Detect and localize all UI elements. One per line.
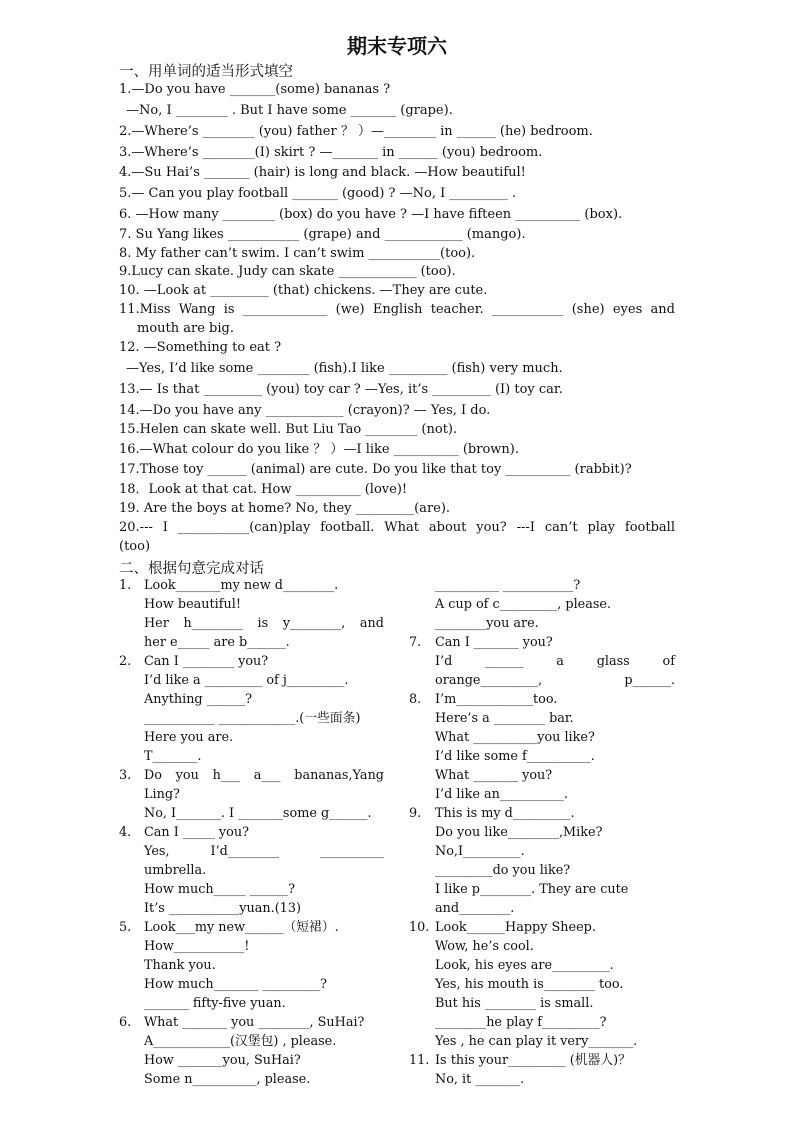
- dialogue-line: How beautiful!: [144, 597, 241, 612]
- dialogue-line: orange_________, p______.: [435, 673, 675, 688]
- s1-line-18: 15.Helen can skate well. But Liu Tao ________ (not).: [119, 422, 458, 437]
- dialogue-line: Ling?: [144, 787, 180, 802]
- dialogue-line: Is this your_________ (机器人)？: [435, 1053, 631, 1068]
- dialogue-number: 6.: [119, 1015, 132, 1030]
- dialogue-line: Yes, his mouth is________ too.: [435, 977, 624, 992]
- dialogue-line: Look______Happy Sheep.: [435, 920, 596, 935]
- s1-line-21: 18．Look at that cat. How __________ (love)!: [119, 482, 408, 497]
- dialogue-line: But his ________ is small.: [435, 996, 594, 1011]
- s1-line-9: 8. My father can’t swim. I can’t swim ___________(too).: [119, 246, 476, 261]
- dialogue-line: No, I_______. I _______some g______.: [144, 806, 372, 821]
- dialogue-line: What __________you like?: [435, 730, 595, 745]
- dialogue-number: 7.: [409, 635, 422, 650]
- dialogue-line: and________.: [435, 901, 515, 916]
- dialogue-line: Anything ______?: [144, 692, 252, 707]
- s1-line-12: 11.Miss Wang is _____________ (we) English teacher. ___________ (she) eyes and: [119, 302, 675, 317]
- dialogue-number: 5.: [119, 920, 132, 935]
- dialogue-line: A cup of c_________, please.: [435, 597, 612, 612]
- dialogue-line: I’d like an__________.: [435, 787, 568, 802]
- dialogue-line: Some n__________, please.: [144, 1072, 311, 1087]
- dialogue-line: I’d ______ a glass of: [435, 654, 675, 669]
- dialogue-line: I like p________. They are cute: [435, 882, 629, 897]
- dialogue-line: How _______you, SuHai?: [144, 1053, 301, 1068]
- s1-line-15: —Yes, I’d like some ________ (fish).I like _________ (fish) very much.: [126, 361, 563, 376]
- dialogue-number: 11.: [409, 1053, 430, 1068]
- dialogue-line: Look___my new______（短裙）.: [144, 920, 339, 935]
- dialogue-line: I’d like some f__________.: [435, 749, 595, 764]
- dialogue-line: Here’s a ________ bar.: [435, 711, 574, 726]
- dialogue-line: Can I ________ you?: [144, 654, 269, 669]
- section-2-heading: 二、根据句意完成对话: [119, 561, 264, 577]
- s1-line-24: (too): [119, 539, 151, 554]
- dialogue-line: Here you are.: [144, 730, 234, 745]
- dialogue-line: ________he play f_________?: [435, 1015, 607, 1030]
- dialogue-line: What _______ you?: [435, 768, 553, 783]
- dialogue-line: __________ ___________?: [435, 578, 581, 593]
- dialogue-number: 4.: [119, 825, 132, 840]
- dialogue-line: It’s ___________yuan.(13): [144, 901, 301, 916]
- s1-line-19: 16.—What colour do you like ？ ）—I like __________ (brown).: [119, 442, 519, 457]
- dialogue-line: Can I _____ you?: [144, 825, 249, 840]
- dialogue-line: Do you h___ a___ bananas,Yang: [144, 768, 384, 783]
- s1-line-20: 17.Those toy ______ (animal) are cute. Do you like that toy __________ (rabbit)?: [119, 462, 632, 477]
- dialogue-line: _________do you like?: [435, 863, 571, 878]
- dialogue-line: Can I _______ you?: [435, 635, 553, 650]
- s1-line-22: 19. Are the boys at home? No, they _________(are).: [119, 501, 451, 516]
- s1-line-10: 9.Lucy can skate. Judy can skate ____________ (too).: [119, 264, 456, 279]
- s1-line-2: —No, I ________ . But I have some _______ (grape).: [126, 103, 453, 118]
- s1-line-1: 1.—Do you have _______(some) bananas ?: [119, 82, 391, 97]
- dialogue-number: 2.: [119, 654, 132, 669]
- dialogue-line: I’m____________too.: [435, 692, 558, 707]
- dialogue-line: Look, his eyes are_________.: [435, 958, 614, 973]
- s1-line-7: 6. —How many ________ (box) do you have ? —I have fifteen __________ (box).: [119, 207, 623, 222]
- s1-line-13: mouth are big.: [137, 321, 234, 336]
- s1-line-16: 13.— Is that _________ (you) toy car ? —Yes, it’s _________ (I) toy car.: [119, 382, 563, 397]
- dialogue-line: I’d like a _________ of j_________.: [144, 673, 349, 688]
- dialogue-line: No,I_________.: [435, 844, 525, 859]
- dialogue-line: Do you like________,Mike?: [435, 825, 603, 840]
- dialogue-number: 1.: [119, 578, 132, 593]
- dialogue-line: Wow, he’s cool.: [435, 939, 534, 954]
- page-title: 期末专项六: [347, 34, 447, 58]
- dialogue-line: Look_______my new d________.: [144, 578, 339, 593]
- dialogue-line: What _______ you ________, SuHai?: [144, 1015, 365, 1030]
- dialogue-line: T_______.: [144, 749, 202, 764]
- dialogue-line: _______ fifty-five yuan.: [144, 996, 286, 1011]
- s1-line-23: 20.--- I ___________(can)play football. What about you? ---I can’t play football: [119, 520, 675, 535]
- dialogue-line: This is my d_________.: [435, 806, 575, 821]
- s1-line-8: 7. Su Yang likes ___________ (grape) and ____________ (mango).: [119, 227, 526, 242]
- s1-line-17: 14.—Do you have any ____________ (crayon)? — Yes, I do.: [119, 403, 491, 418]
- dialogue-line: Yes , he can play it very_______.: [435, 1034, 638, 1049]
- s1-line-11: 10. —Look at _________ (that) chickens. —They are cute.: [119, 283, 488, 298]
- dialogue-line: How much_____ ______?: [144, 882, 295, 897]
- dialogue-line: Her h________ is y________, and: [144, 616, 384, 631]
- dialogue-line: umbrella.: [144, 863, 207, 878]
- s1-line-4: 3.—Where’s ________(I) skirt ? —_______ in ______ (you) bedroom.: [119, 145, 543, 160]
- dialogue-line: How___________!: [144, 939, 250, 954]
- dialogue-line: her e_____ are b______.: [144, 635, 290, 650]
- s1-line-5: 4.—Su Hai’s _______ (hair) is long and black. —How beautiful!: [119, 165, 526, 180]
- section-1-heading: 一、用单词的适当形式填空: [119, 64, 293, 80]
- dialogue-line: Thank you.: [144, 958, 216, 973]
- dialogue-number: 8.: [409, 692, 422, 707]
- s1-line-14: 12. —Something to eat ?: [119, 340, 282, 355]
- s1-line-3: 2.—Where’s ________ (you) father ？ ）—________ in ______ (he) bedroom.: [119, 124, 593, 139]
- dialogue-number: 9.: [409, 806, 422, 821]
- dialogue-line: No, it _______.: [435, 1072, 525, 1087]
- dialogue-line: A____________(汉堡包) , please.: [144, 1034, 337, 1049]
- dialogue-line: Yes, I’d________ __________: [144, 844, 384, 859]
- dialogue-line: How much_______ _________?: [144, 977, 327, 992]
- dialogue-line: ___________ ____________.(一些面条): [144, 711, 361, 726]
- dialogue-line: ________you are.: [435, 616, 539, 631]
- s1-line-6: 5.— Can you play football _______ (good) ? —No, I _________ .: [119, 186, 517, 201]
- dialogue-number: 10.: [409, 920, 430, 935]
- dialogue-number: 3.: [119, 768, 132, 783]
